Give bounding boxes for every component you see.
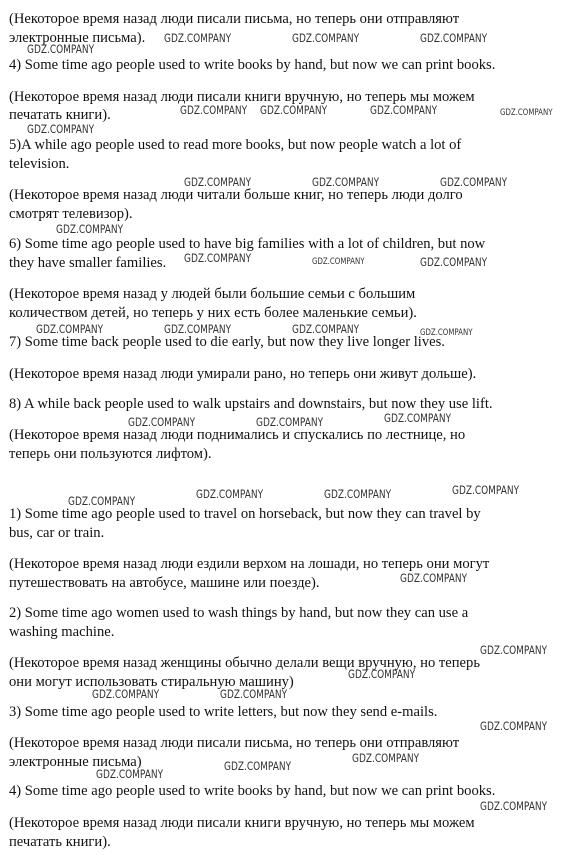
text-line: (Некоторое время назад люди писали письма, но теперь они отправляют [9,11,460,27]
text-line: теперь они пользуются лифтом). [9,446,212,462]
text-line: (Некоторое время назад люди умирали рано, но теперь они живут дольше). [9,366,477,382]
text-line: 4) Some time ago people used to write books by hand, but now we can print books. [9,783,496,799]
watermark: GDZ.COMPANY [128,415,196,429]
watermark: GDZ.COMPANY [292,322,360,336]
watermark: GDZ.COMPANY [292,31,360,45]
watermark: GDZ.COMPANY [27,122,95,136]
text-line: 1) Some time ago people used to travel on horseback, but now they can travel by [9,506,481,522]
text-line: количеством детей, но теперь у них есть более маленькие семьи). [9,305,417,321]
watermark: GDZ.COMPANY [384,411,452,425]
text-line: печатать книги). [9,107,111,123]
text-line: bus, car or train. [9,525,105,541]
text-line: (Некоторое время назад женщины обычно делали вещи вручную, но теперь [9,655,480,671]
watermark: GDZ.COMPANY [164,322,232,336]
watermark: GDZ.COMPANY [352,751,420,765]
watermark: GDZ.COMPANY [36,322,104,336]
text-line: электронные письма). [9,30,146,46]
watermark: GDZ.COMPANY [480,643,548,657]
text-line: 4) Some time ago people used to write books by hand, but now we can print books. [9,57,496,73]
text-line: путешествовать на автобусе, машине или поезде). [9,575,320,591]
watermark: GDZ.COMPANY [500,108,553,118]
text-line: (Некоторое время назад люди читали больше книг, но теперь люди долго [9,187,463,203]
watermark: GDZ.COMPANY [420,31,488,45]
watermark: GDZ.COMPANY [180,103,248,117]
watermark: GDZ.COMPANY [312,175,380,189]
text-line: (Некоторое время назад люди писали книги вручную, но теперь мы можем [9,89,475,105]
watermark: GDZ.COMPANY [164,31,232,45]
text-line: 8) A while back people used to walk upstairs and downstairs, but now they use lift. [9,396,493,412]
text-line: washing machine. [9,624,115,640]
text-line: 6) Some time ago people used to have big families with a lot of children, but now [9,236,486,252]
text-line: (Некоторое время назад люди поднимались и спускались по лестнице, но [9,427,466,443]
watermark: GDZ.COMPANY [224,759,292,773]
watermark: GDZ.COMPANY [184,175,252,189]
watermark: GDZ.COMPANY [68,494,136,508]
text-line: (Некоторое время назад у людей были большие семьи с большим [9,286,416,302]
watermark: GDZ.COMPANY [27,42,95,56]
watermark: GDZ.COMPANY [420,328,473,338]
watermark: GDZ.COMPANY [324,487,392,501]
watermark: GDZ.COMPANY [92,687,160,701]
watermark: GDZ.COMPANY [260,103,328,117]
watermark: GDZ.COMPANY [196,487,264,501]
text-line: электронные письма) [9,754,142,770]
watermark: GDZ.COMPANY [480,719,548,733]
text-line: (Некоторое время назад люди ездили верхом на лошади, но теперь они могут [9,556,490,572]
watermark: GDZ.COMPANY [420,255,488,269]
text-line: 7) Some time back people used to die early, but now they live longer lives. [9,334,445,350]
watermark: GDZ.COMPANY [370,103,438,117]
watermark: GDZ.COMPANY [184,251,252,265]
watermark: GDZ.COMPANY [480,799,548,813]
watermark: GDZ.COMPANY [440,175,508,189]
text-line: television. [9,156,70,172]
watermark: GDZ.COMPANY [256,415,324,429]
watermark: GDZ.COMPANY [312,257,365,267]
text-line: 5)A while ago people used to read more books, but now people watch a lot of [9,137,462,153]
watermark: GDZ.COMPANY [400,571,468,585]
watermark: GDZ.COMPANY [348,667,416,681]
watermark: GDZ.COMPANY [56,222,124,236]
watermark: GDZ.COMPANY [220,687,288,701]
text-line: they have smaller families. [9,255,167,271]
text-line: они могут использовать стиральную машину) [9,674,294,690]
watermark: GDZ.COMPANY [452,483,520,497]
text-line: смотрят телевизор). [9,206,133,222]
watermark: GDZ.COMPANY [96,767,164,781]
text-line: печатать книги). [9,834,111,850]
text-line: 2) Some time ago women used to wash things by hand, but now they can use a [9,605,469,621]
text-line: 3) Some time ago people used to write letters, but now they send e-mails. [9,704,438,720]
text-line: (Некоторое время назад люди писали письма, но теперь они отправляют [9,735,460,751]
text-line: (Некоторое время назад люди писали книги вручную, но теперь мы можем [9,815,475,831]
